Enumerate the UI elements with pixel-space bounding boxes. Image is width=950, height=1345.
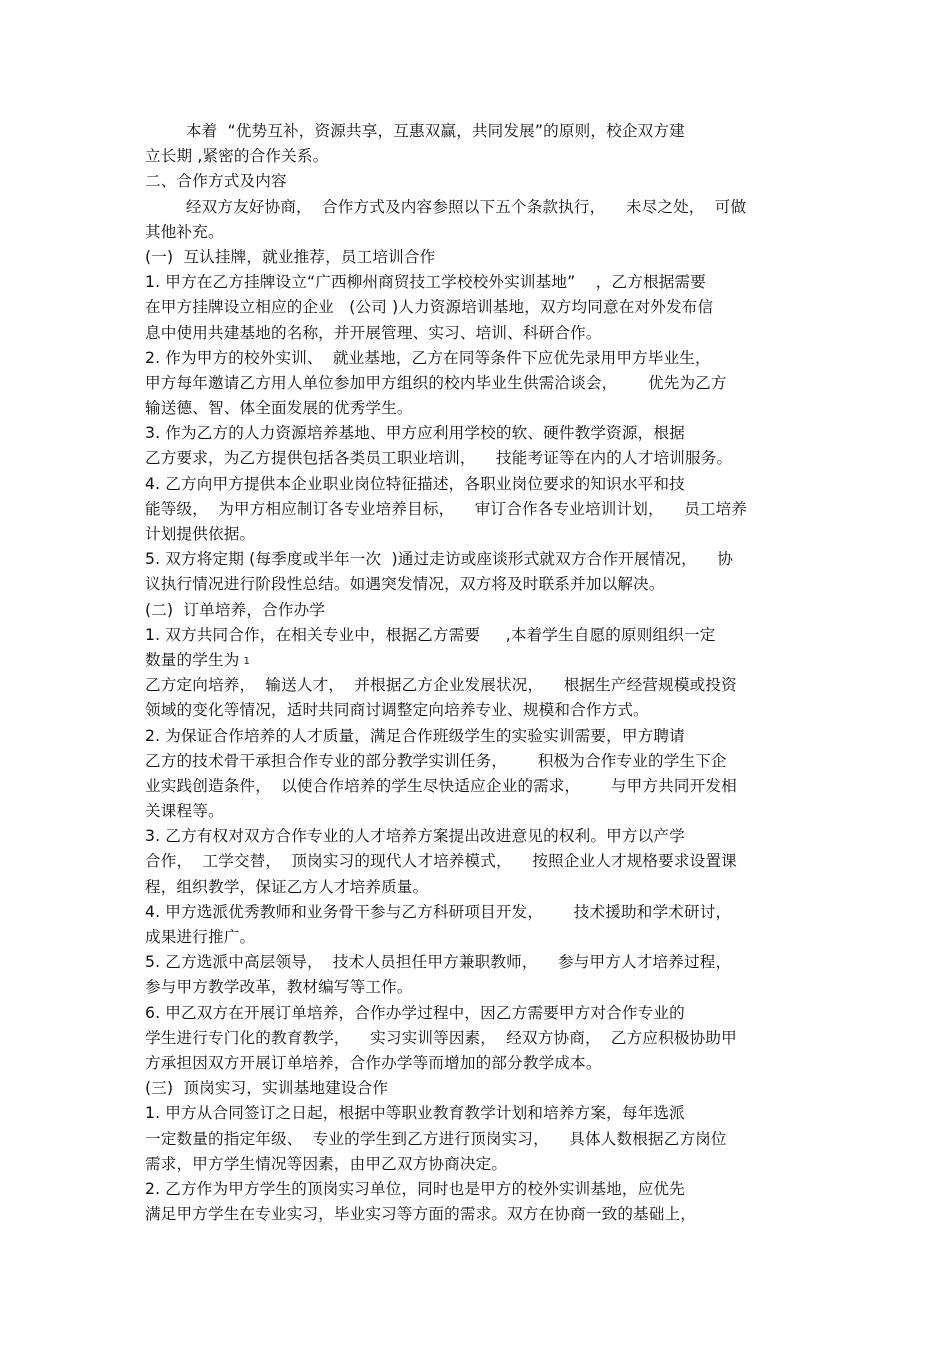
- text-line: 6. 甲乙双方在开展订单培养，合作办学过程中，因乙方需要甲方对合作专业的: [145, 1003, 685, 1022]
- text-line: 满足甲方学生在专业实习，毕业实习等方面的需求。双方在协商一致的基础上，: [145, 1205, 697, 1224]
- text-line: 学生进行专门化的教育教学， 实习实训等因素， 经双方协商， 乙方应积极协助甲: [145, 1028, 737, 1047]
- subsection-heading: (二) 订单培养，合作办学: [145, 600, 326, 619]
- text-line: 输送德、智、体全面发展的优秀学生。: [145, 399, 413, 418]
- text-line: 业实践创造条件， 以使合作培养的学生尽快适应企业的需求， 与甲方共同开发相: [145, 776, 737, 795]
- document-body: [145, 119, 815, 1227]
- text-line: 需求，甲方学生情况等因素，由甲乙双方协商决定。: [145, 1154, 508, 1173]
- text-line: 经双方友好协商， 合作方式及内容参照以下五个条款执行， 未尽之处， 可做: [145, 197, 747, 216]
- text-line: 1. 甲方从合同签订之日起，根据中等职业教育教学计划和培养方案，每年选派: [145, 1104, 685, 1123]
- section-heading: 二、合作方式及内容: [145, 172, 287, 191]
- text-line: 5. 双方将定期 (每季度或半年一次 )通过走访或座谈形式就双方合作开展情况， 协: [145, 550, 734, 569]
- text-line: 程，组织教学，保证乙方人才培养质量。: [145, 877, 429, 896]
- text-line: 甲方每年邀请乙方用人单位参加甲方组织的校内毕业生供需洽谈会， 优先为乙方: [145, 373, 727, 392]
- text-line: 成果进行推广。: [145, 928, 256, 946]
- text-line: 合作， 工学交替， 顶岗实习的现代人才培养模式， 按照企业人才规格要求设置课: [145, 852, 737, 871]
- text-line: 息中使用共建基地的名称，并开展管理、实习、培训、科研合作。: [145, 323, 602, 342]
- text-line: 4. 甲方选派优秀教师和业务骨干参与乙方科研项目开发， 技术援助和学术研讨，: [145, 902, 732, 921]
- text-line: 1. 双方共同合作，在相关专业中，根据乙方需要 ,本着学生自愿的原则组织一定: [145, 625, 716, 644]
- text-line: 关课程等。: [145, 802, 224, 821]
- text-line: 乙方的技术骨干承担合作专业的部分教学实训任务， 积极为合作专业的学生下企: [145, 751, 727, 770]
- subsection-heading: (三) 顶岗实习，实训基地建设合作: [145, 1079, 389, 1098]
- text-line: 2. 为保证合作培养的人才质量，满足合作班级学生的实验实训需要，甲方聘请: [145, 726, 685, 745]
- text-line: 2. 作为甲方的校外实训、 就业基地，乙方在同等条件下应优先录用甲方毕业生，: [145, 348, 711, 367]
- text-line: 3. 乙方有权对双方合作专业的人才培养方案提出改进意见的权利。甲方以产学: [145, 827, 685, 846]
- text-line: 立长期 ,紧密的合作关系。: [145, 147, 329, 166]
- text-line: 能等级， 为甲方相应制订各专业培养目标， 审订合作各专业培训计划， 员工培养: [145, 499, 748, 518]
- text-line: 在甲方挂牌设立相应的企业 (公司 )人力资源培训基地，双方均同意在对外发布信: [145, 298, 714, 317]
- text-line: 4. 乙方向甲方提供本企业职业岗位特征描述，各职业岗位要求的知识水平和技: [145, 474, 685, 493]
- text-line: 乙方要求，为乙方提供包括各类员工职业培训， 技能考证等在内的人才培训服务。: [145, 449, 733, 468]
- text-line: 2. 乙方作为甲方学生的顶岗实习单位，同时也是甲方的校外实训基地，应优先: [145, 1179, 685, 1198]
- text-line: 领域的变化等情况，适时共同商讨调整定向培养专业、规模和合作方式。: [145, 701, 649, 720]
- text-line: 议执行情况进行阶段性总结。如遇突发情况，双方将及时联系并加以解决。: [145, 575, 665, 594]
- text-fragment: 数量的学生为: [145, 650, 240, 669]
- subsection-heading: (一) 互认挂牌，就业推荐，员工培训合作: [145, 247, 436, 266]
- text-line: 乙方定向培养， 输送人才， 并根据乙方企业发展状况， 根据生产经营规模或投资: [145, 676, 737, 695]
- text-line: 一定数量的指定年级、 专业的学生到乙方进行顶岗实习， 具体人数根据乙方岗位: [145, 1129, 727, 1148]
- text-line: 计划提供依据。: [145, 525, 256, 543]
- page-number: 1: [243, 655, 250, 667]
- text-line: 其他补充。: [145, 222, 224, 241]
- text-line: 5. 乙方选派中高层领导， 技术人员担任甲方兼职教师， 参与甲方人才培养过程，: [145, 953, 732, 972]
- text-line: 方承担因双方开展订单培养，合作办学等而增加的部分教学成本。: [145, 1053, 602, 1072]
- text-line: 参与甲方教学改革，教材编写等工作。: [145, 978, 413, 997]
- text-line: 1. 甲方在乙方挂牌设立“广西柳州商贸技工学校校外实训基地” ，乙方根据需要: [145, 273, 706, 292]
- text-line: 本着 “优势互补，资源共享，互惠双赢，共同发展”的原则，校企双方建: [145, 122, 685, 140]
- text-line: [145, 648, 815, 673]
- text-line: 3. 作为乙方的人力资源培养基地、甲方应利用学校的软、硬件教学资源，根据: [145, 424, 685, 443]
